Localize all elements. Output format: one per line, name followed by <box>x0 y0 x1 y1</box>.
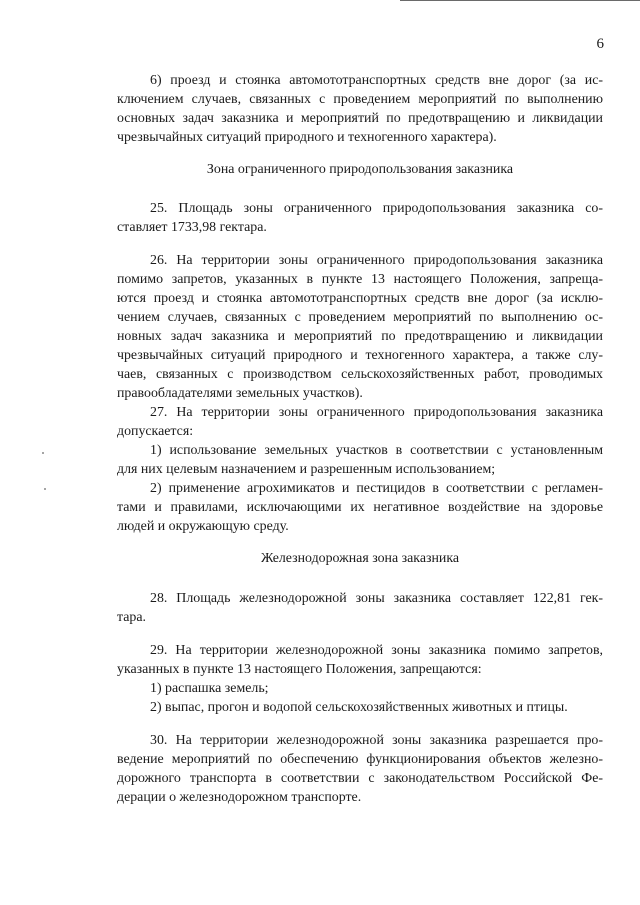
text-line: чением случаев, связанных с проведением мероприятий по выполнению ос- <box>117 310 603 325</box>
scan-speck <box>44 488 46 490</box>
text-line: правообладателями земельных участков). <box>117 386 363 401</box>
text-line: 28. Площадь железнодорожной зоны заказника составляет 122,81 гек- <box>150 591 603 606</box>
text-line: 26. На территории зоны ограниченного природопользования заказника <box>150 253 603 268</box>
text-line: ставляет 1733,98 гектара. <box>117 220 267 235</box>
text-line: основных задач заказника и мероприятий по предотвращению и ликвидации <box>117 111 603 126</box>
text-line: 6) проезд и стоянка автомототранспортных средств вне дорог (за ис- <box>150 73 603 88</box>
text-line: тара. <box>117 610 146 625</box>
section-heading: Зона ограниченного природопользования заказника <box>206 162 514 177</box>
text-line: чаев, связанных с производством сельскохозяйственных работ, проводимых <box>117 367 603 382</box>
text-line: 1) использование земельных участков в соответствии с установленным <box>150 443 603 458</box>
text-line: ведение мероприятий по обеспечению функционирования объектов железно- <box>117 752 603 767</box>
text-line: 25. Площадь зоны ограниченного природопользования заказника со- <box>150 201 603 216</box>
text-line: тами и правилами, исключающими их негативное воздействие на здоровье <box>117 500 603 515</box>
top-rule <box>400 0 640 1</box>
text-line: допускается: <box>117 424 194 439</box>
text-line: чрезвычайных ситуаций природного и техногенного характера, а также слу- <box>117 348 603 363</box>
text-line: 30. На территории железнодорожной зоны заказника разрешается про- <box>150 733 603 748</box>
text-line: ключением случаев, связанных с проведением мероприятий по выполнению <box>117 92 603 107</box>
page-number: 6 <box>596 36 604 52</box>
text-line: новных задач заказника и мероприятий по предотвращению и ликвидации <box>117 329 603 344</box>
text-line: дорожного транспорта в соответствии с законодательством Российской Фе- <box>117 771 603 786</box>
text-line: 1) распашка земель; <box>150 681 269 696</box>
text-line: дерации о железнодорожном транспорте. <box>117 790 362 805</box>
text-line: помимо запретов, указанных в пункте 13 настоящего Положения, запреща- <box>117 272 603 287</box>
text-line: чрезвычайных ситуаций природного и техногенного характера). <box>117 130 497 145</box>
text-line: указанных в пункте 13 настоящего Положения, запрещаются: <box>117 662 482 677</box>
text-line: 2) выпас, прогон и водопой сельскохозяйственных животных и птицы. <box>150 700 568 715</box>
text-line: ются проезд и стоянка автомототранспортных средств вне дорог (за исклю- <box>117 291 603 306</box>
text-line: 2) применение агрохимикатов и пестицидов в соответствии с регламен- <box>150 481 603 496</box>
text-line: людей и окружающую среду. <box>117 519 289 534</box>
text-line: 29. На территории железнодорожной зоны заказника помимо запретов, <box>150 643 603 658</box>
scan-speck <box>42 452 44 454</box>
text-line: 27. На территории зоны ограниченного природопользования заказника <box>150 405 603 420</box>
text-line: для них целевым назначением и разрешенным использованием; <box>117 462 496 477</box>
section-heading: Железнодорожная зона заказника <box>260 551 460 566</box>
